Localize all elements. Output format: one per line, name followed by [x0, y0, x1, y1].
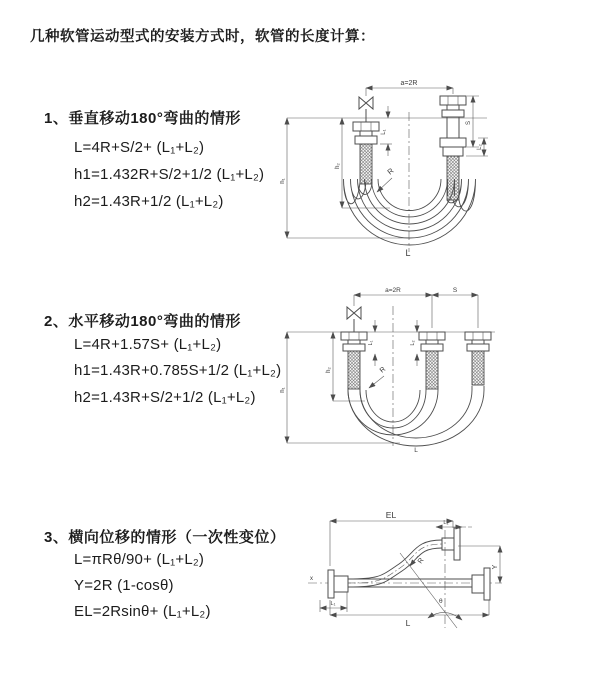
dim-label-l1: L₁: [368, 340, 374, 346]
dim-label-h2: h₂: [335, 163, 341, 169]
dim-label-r: R: [416, 556, 426, 566]
dim-el: [330, 510, 453, 566]
dim-label-s: S: [466, 120, 472, 126]
valve-icon: [347, 307, 361, 332]
dim-s: [466, 96, 479, 147]
radius-callout: [369, 366, 387, 388]
right-hose-end-fitting: [440, 96, 466, 200]
dim-l1: [380, 106, 392, 156]
dim-label-h1: h₁: [280, 387, 286, 393]
dim-label-l2: L₂: [477, 144, 483, 150]
section3-formula-y: Y=2R (1-cosθ): [74, 577, 174, 594]
section2-formula-h2: h2=1.43R+S/2+1/2 (L₁+L₂): [74, 389, 256, 406]
section3-formula-l: L=πRθ/90+ (L₁+L₂): [74, 551, 205, 568]
dim-label-el: EL: [385, 510, 397, 520]
dim-label-l1: L₁: [381, 129, 387, 135]
radius-callout: [377, 166, 396, 192]
dim-label-y: Y: [492, 564, 499, 570]
section1-formula-h2: h2=1.43R+1/2 (L₁+L₂): [74, 193, 224, 210]
dim-label-r: R: [378, 365, 388, 375]
dim-l2: [410, 320, 417, 366]
dim-label-a2r: a=2R: [400, 80, 418, 87]
hose-u-loops: [348, 386, 484, 446]
section2-heading: 2、水平移动180°弯曲的情形: [44, 313, 241, 330]
diagram-vertical-180-bend: [280, 66, 595, 260]
s-curve-hose: [348, 540, 442, 587]
section1-heading: 1、垂直移动180°弯曲的情形: [44, 110, 241, 127]
dim-label-l: L: [405, 618, 411, 628]
left-flange: [328, 570, 348, 598]
dim-label-l-bottom: L: [405, 248, 411, 258]
section1-formula-h1: h1=1.432R+S/2+1/2 (L₁+L₂): [74, 166, 265, 183]
section3-heading: 3、横向位移的情形（一次性变位）: [44, 529, 286, 546]
dim-label-theta: θ: [439, 598, 443, 605]
dim-label-l-bottom: L: [414, 447, 418, 454]
section1-formula-l: L=4R+S/2+ (L₁+L₂): [74, 139, 205, 156]
dim-h1: [280, 118, 408, 238]
dim-label-a2r: a=2R: [385, 287, 401, 294]
page-title: 几种软管运动型式的安装方式时，软管的长度计算：: [30, 29, 375, 45]
left-hose-end-fitting: [353, 122, 379, 184]
original-position-pipe: [348, 568, 490, 600]
dim-label-l2: L₂: [443, 520, 449, 526]
dim-label-l2: L₂: [410, 340, 416, 346]
dim-l-bottom: [330, 600, 489, 628]
centerline-axis-label: x: [310, 576, 313, 582]
hose-end-fittings: [341, 332, 491, 389]
diagram-lateral-displacement: [290, 500, 600, 660]
section3-formula-el: EL=2Rsinθ+ (L₁+L₂): [74, 603, 211, 620]
dim-label-l1: L₁: [330, 601, 336, 607]
diagram-horizontal-180-bend: [280, 278, 595, 455]
braided-hose-section: [360, 144, 372, 184]
dim-label-h1: h₁: [280, 178, 286, 184]
dim-label-h2: h₂: [326, 367, 332, 373]
dim-label-s: S: [452, 287, 458, 294]
dim-l1: [368, 320, 375, 366]
section2-formula-l: L=4R+1.57S+ (L₁+L₂): [74, 336, 222, 353]
section2-formula-h1: h1=1.43R+0.785S+1/2 (L₁+L₂): [74, 362, 282, 379]
dim-label-r: R: [385, 166, 396, 177]
